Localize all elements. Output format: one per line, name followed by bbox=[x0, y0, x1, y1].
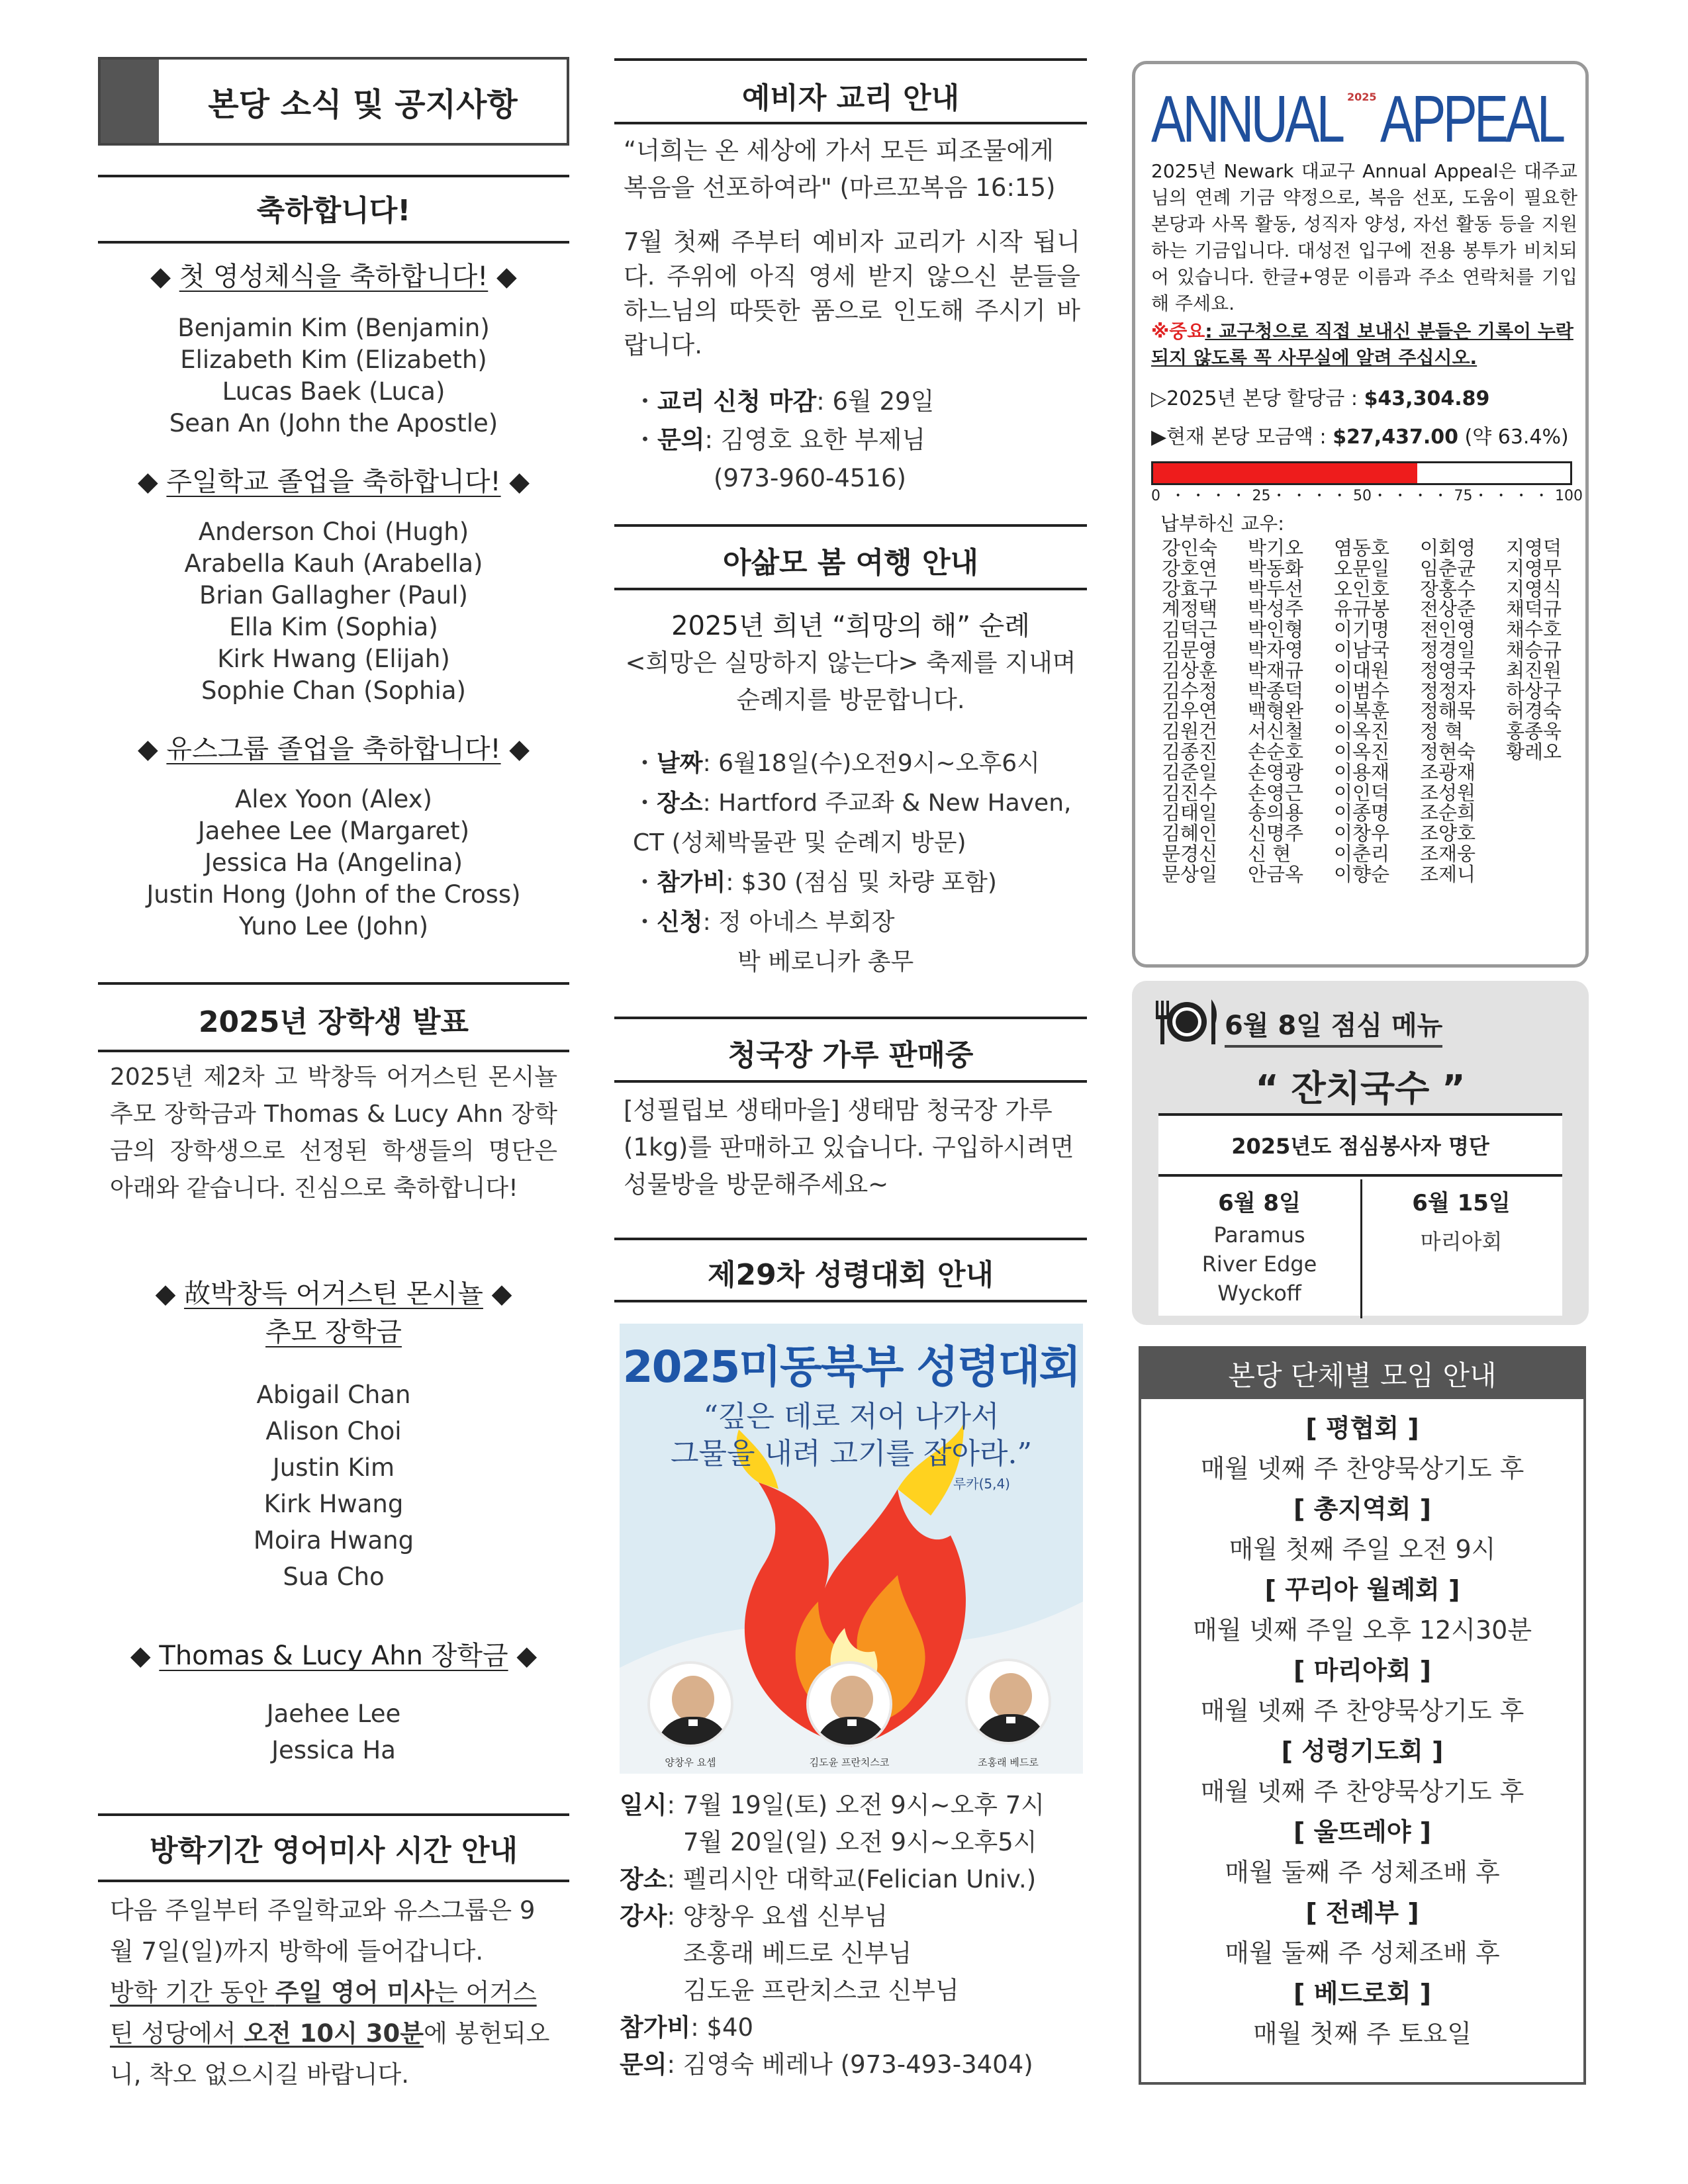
goal-value: $43,304.89 bbox=[1364, 387, 1490, 410]
donor-name: 박종덕 bbox=[1248, 679, 1304, 702]
group-schedule: 매월 첫째 주 토요일 bbox=[1253, 2019, 1472, 2048]
donor-name: 이대원 bbox=[1334, 659, 1390, 682]
list-item: Justin Kim bbox=[272, 1453, 395, 1482]
group-name: [ 베드로회 ] bbox=[1293, 1979, 1432, 2008]
trip-details bbox=[621, 744, 1084, 982]
list-item: Yuno Lee (John) bbox=[238, 912, 429, 940]
trip-fee-row: ・참가비: $30 (점심 및 차량 포함) bbox=[633, 869, 997, 896]
progress-fill bbox=[1153, 463, 1417, 483]
scale-dot: • bbox=[1438, 490, 1444, 501]
donor-name: 박성주 bbox=[1248, 598, 1304, 621]
annual-appeal-box bbox=[1132, 61, 1589, 968]
donor-name: 계정택 bbox=[1162, 598, 1218, 621]
divider bbox=[98, 1050, 569, 1052]
donor-list bbox=[1162, 538, 1592, 885]
list-item: Alison Choi bbox=[265, 1417, 402, 1445]
trip-date-label: 날짜 bbox=[657, 750, 703, 777]
volunteer-group: River Edge bbox=[1201, 1251, 1317, 1277]
diamond-icon: ◆ bbox=[516, 1641, 538, 1671]
list-item: Sua Cho bbox=[283, 1563, 385, 1591]
scale-dot: • bbox=[1175, 490, 1181, 501]
donor-name: 박인형 bbox=[1248, 618, 1304, 641]
donor-name: 이인덕 bbox=[1334, 781, 1390, 804]
trip-subtitle: 2025년 희년 “희망의 해” 순례 bbox=[671, 611, 1030, 641]
conference-speakers-value-3: 김도윤 프란치스코 신부님 bbox=[683, 1976, 959, 2005]
scale-dot: • bbox=[1296, 490, 1302, 501]
donor-name: 손영광 bbox=[1248, 760, 1304, 784]
donor-name: 지영식 bbox=[1506, 577, 1562, 600]
conference-speakers-value-2: 조홍래 베드로 신부님 bbox=[683, 1939, 912, 1968]
donors-label: 납부하신 교우: bbox=[1160, 512, 1285, 535]
volunteer-group: Wyckoff bbox=[1217, 1281, 1301, 1306]
donor-name: 지영무 bbox=[1506, 557, 1562, 580]
donor-name: 정영국 bbox=[1420, 659, 1476, 682]
donor-name: 이창우 bbox=[1334, 822, 1390, 845]
conference-details bbox=[620, 1787, 1087, 2083]
scale-dot: • bbox=[1317, 490, 1323, 501]
trip-date-row: ・날짜: 6월18일(수)오전9시~오후6시 bbox=[633, 750, 1040, 777]
youth-group-heading bbox=[98, 728, 569, 766]
divider bbox=[98, 241, 569, 244]
raised-row bbox=[1151, 420, 1569, 449]
donor-name: 이향순 bbox=[1334, 862, 1390, 886]
donor-name: 강효구 bbox=[1162, 577, 1218, 600]
diamond-icon: ◆ bbox=[130, 1641, 151, 1671]
catechumen-details bbox=[633, 383, 1083, 498]
donor-name: 김문영 bbox=[1162, 638, 1218, 661]
conference-date-value-2: 7월 20일(일) 오전 9시~오후5시 bbox=[683, 1828, 1037, 1856]
trip-apply-value: : 정 아네스 부회장 bbox=[702, 909, 895, 936]
english-mass-text bbox=[110, 1890, 557, 2095]
donor-name: 신명주 bbox=[1248, 822, 1304, 845]
donor-name: 이회영 bbox=[1420, 537, 1476, 559]
donor-name: 이옥진 bbox=[1334, 720, 1390, 743]
catechumen-title: 예비자 교리 안내 bbox=[741, 81, 960, 115]
donor-name: 김원건 bbox=[1162, 720, 1218, 743]
conference-contact-label: 문의 bbox=[620, 2050, 667, 2079]
trip-description: <희망은 실망하지 않는다> 축제를 지내며 순례지를 방문합니다. bbox=[625, 649, 1076, 714]
english-mass-title: 방학기간 영어미사 시간 안내 bbox=[149, 1834, 518, 1868]
congrats-title: 축하합니다! bbox=[256, 194, 411, 228]
donor-name: 김혜인 bbox=[1162, 822, 1218, 845]
list-item: Kirk Hwang bbox=[263, 1490, 404, 1518]
important-label: ※중요 bbox=[1151, 320, 1205, 342]
list-item: Elizabeth Kim (Elizabeth) bbox=[180, 345, 487, 374]
group-schedule: 매월 둘째 주 성체조배 후 bbox=[1225, 1938, 1500, 1968]
divider bbox=[614, 588, 1087, 590]
donor-name: 박동화 bbox=[1248, 557, 1304, 580]
youth-group-title: 유스그룹 졸업을 축하합니다! bbox=[166, 734, 501, 764]
raised-percent: (약 63.4%) bbox=[1458, 426, 1569, 449]
text-run: 오전 10시 30분 bbox=[244, 2019, 424, 2048]
donor-name: 김진수 bbox=[1162, 781, 1218, 804]
sunday-school-title: 주일학교 졸업을 축하합니다! bbox=[166, 467, 501, 497]
scale-dot: • bbox=[1196, 490, 1201, 501]
donor-name: 정경일 bbox=[1420, 638, 1476, 661]
english-mass-paragraph bbox=[110, 1972, 557, 2095]
conference-date-row bbox=[620, 1787, 1087, 1824]
first-communion-heading bbox=[98, 255, 569, 293]
youth-group-list bbox=[98, 784, 569, 942]
trip-place-label: 장소 bbox=[657, 790, 703, 817]
scale-dot: • bbox=[1538, 490, 1544, 501]
scale-dot: • bbox=[1519, 490, 1524, 501]
scale-label: 50 bbox=[1353, 488, 1372, 504]
raised-label: ▶현재 본당 모금액 : bbox=[1151, 426, 1333, 449]
first-communion-title: 첫 영성체식을 축하합니다! bbox=[179, 261, 489, 292]
list-item: Alex Yoon (Alex) bbox=[234, 785, 432, 813]
list-item: Lucas Baek (Luca) bbox=[222, 377, 445, 406]
donor-name: 김태일 bbox=[1162, 801, 1218, 825]
poster-title: 2025미동북부 성령대회 bbox=[622, 1342, 1080, 1392]
list-item: Kirk Hwang (Elijah) bbox=[217, 645, 450, 673]
important-text: : 교구청으로 직접 보내신 분들은 기록이 누락되지 않도록 꼭 사무실에 알려 주십시오. bbox=[1151, 320, 1573, 369]
contact-label: 문의 bbox=[657, 426, 705, 454]
logo-year: 2025 bbox=[1347, 91, 1377, 103]
donor-name: 박두선 bbox=[1248, 577, 1304, 600]
list-item: Sophie Chan (Sophia) bbox=[201, 676, 466, 705]
donor-column bbox=[1334, 538, 1420, 885]
donor-name: 김종진 bbox=[1162, 740, 1218, 763]
main-title-box bbox=[98, 57, 569, 146]
donor-name: 이복훈 bbox=[1334, 700, 1390, 723]
donor-name: 이종명 bbox=[1334, 801, 1390, 825]
donor-name: 김우연 bbox=[1162, 700, 1218, 723]
list-item: Brian Gallagher (Paul) bbox=[199, 581, 468, 610]
group-name: [ 울뜨레야 ] bbox=[1293, 1817, 1432, 1846]
text-run: 주일 영어 미사 bbox=[275, 1978, 434, 2007]
poster-quote-line2: 그물을 내려 고기를 잡아라.” bbox=[671, 1437, 1032, 1471]
conference-place-label: 장소 bbox=[620, 1865, 667, 1893]
scale-dot: • bbox=[1417, 490, 1423, 501]
donor-column bbox=[1248, 538, 1334, 885]
donor-name: 송의용 bbox=[1248, 801, 1304, 825]
scale-dot: • bbox=[1336, 490, 1342, 501]
memorial-scholarship-heading bbox=[98, 1275, 569, 1351]
first-communion-list bbox=[98, 312, 569, 439]
divider bbox=[614, 1080, 1087, 1083]
contact-value: : 김영호 요한 부제님 bbox=[704, 426, 926, 454]
donor-name: 조양호 bbox=[1420, 822, 1476, 845]
donor-name: 오문일 bbox=[1334, 557, 1390, 580]
conference-fee-value: : $40 bbox=[690, 2013, 754, 2042]
progress-bar bbox=[1151, 461, 1572, 485]
memorial-scholarship-title: 故박창득 어거스틴 몬시뇰 bbox=[184, 1279, 483, 1309]
memorial-scholarship-subtitle: 추모 장학금 bbox=[265, 1317, 402, 1347]
lunch-volunteer-table bbox=[1158, 1113, 1562, 1316]
list-item: Sean An (John the Apostle) bbox=[169, 409, 498, 437]
donor-name: 서신철 bbox=[1248, 720, 1304, 743]
divider bbox=[98, 1880, 569, 1882]
contact-phone: (973-960-4516) bbox=[714, 464, 906, 492]
donor-name: 임춘균 bbox=[1420, 557, 1476, 580]
page-title: 본당 소식 및 공지사항 bbox=[208, 85, 518, 123]
appeal-important-note bbox=[1151, 318, 1577, 371]
contact-row: ・문의: 김영호 요한 부제님 bbox=[633, 426, 926, 454]
group-name: [ 평협회 ] bbox=[1305, 1414, 1419, 1443]
donor-name: 박기오 bbox=[1248, 537, 1304, 559]
conference-fee-label: 참가비 bbox=[620, 2013, 691, 2042]
donor-column bbox=[1506, 538, 1592, 885]
group-name: [ 꾸리아 월례회 ] bbox=[1264, 1575, 1460, 1604]
lunch-title: 6월 8일 점심 메뉴 bbox=[1225, 1005, 1442, 1048]
donor-name: 이범수 bbox=[1334, 679, 1390, 702]
donor-name: 조제니 bbox=[1420, 862, 1476, 886]
donor-column bbox=[1420, 538, 1506, 885]
donor-name: 채승규 bbox=[1506, 638, 1562, 661]
poster-reference: 루카(5,4) bbox=[953, 1476, 1010, 1492]
scale-dot: • bbox=[1236, 490, 1242, 501]
conference-contact-row bbox=[620, 2046, 1087, 2083]
group-schedule: 매월 넷째 주 찬양묵상기도 후 bbox=[1200, 1454, 1524, 1483]
powder-title: 청국장 가루 판매중 bbox=[727, 1038, 974, 1072]
donor-name: 하상구 bbox=[1506, 679, 1562, 702]
diamond-icon: ◆ bbox=[150, 261, 171, 292]
trip-apply-value-2: 박 베로니카 총무 bbox=[737, 948, 914, 976]
ahn-scholarship-title: Thomas & Lucy Ahn 장학금 bbox=[159, 1641, 508, 1671]
donor-name: 정 혁 bbox=[1420, 720, 1464, 743]
list-item: Arabella Kauh (Arabella) bbox=[184, 549, 483, 578]
volunteer-group: 마리아회 bbox=[1420, 1229, 1503, 1254]
divider bbox=[98, 982, 569, 985]
deadline-value: : 6월 29일 bbox=[816, 387, 935, 416]
diamond-icon: ◆ bbox=[155, 1279, 176, 1309]
volunteer-date: 6월 15일 bbox=[1412, 1190, 1511, 1216]
donor-name: 김준일 bbox=[1162, 760, 1218, 784]
scale-dot: • bbox=[1377, 490, 1383, 501]
donor-name: 오인호 bbox=[1334, 577, 1390, 600]
group-name: [ 마리아회 ] bbox=[1293, 1656, 1432, 1685]
memorial-scholarship-list bbox=[98, 1377, 569, 1595]
list-item: Abigail Chan bbox=[256, 1381, 411, 1409]
divider bbox=[98, 175, 569, 177]
donor-name: 홍종욱 bbox=[1506, 720, 1562, 743]
volunteer-cell bbox=[1158, 1179, 1360, 1318]
conference-date-label: 일시 bbox=[620, 1791, 667, 1819]
donor-name: 정현숙 bbox=[1420, 740, 1476, 763]
donor-name: 백형완 bbox=[1248, 700, 1304, 723]
donor-name: 이기명 bbox=[1334, 618, 1390, 641]
donor-name: 김덕근 bbox=[1162, 618, 1218, 641]
conference-speakers-row bbox=[620, 1898, 1087, 1935]
donor-name: 손순호 bbox=[1248, 740, 1304, 763]
scale-label: 0 bbox=[1151, 488, 1160, 504]
poster-quote-line1: “깊은 데로 저어 나가서 bbox=[703, 1400, 1000, 1433]
donor-name: 문경신 bbox=[1162, 842, 1218, 865]
group-meetings-box bbox=[1139, 1346, 1586, 2085]
list-item: Justin Hong (John of the Cross) bbox=[146, 880, 521, 909]
sunday-school-list bbox=[98, 516, 569, 707]
scale-dot: • bbox=[1498, 490, 1504, 501]
title-accent-bar bbox=[101, 60, 159, 143]
diamond-icon: ◆ bbox=[509, 734, 530, 764]
speaker-photo bbox=[806, 1661, 892, 1747]
speaker-name: 양창우 요셉 bbox=[665, 1756, 716, 1768]
divider bbox=[614, 1300, 1087, 1302]
donor-name: 조광재 bbox=[1420, 760, 1476, 784]
donor-name: 이용재 bbox=[1334, 760, 1390, 784]
divider bbox=[614, 524, 1087, 527]
appeal-description: 2025년 Newark 대교구 Annual Appeal은 대주교님의 연례 기금 약정으로, 복음 선포, 도움이 필요한 본당과 사목 활동, 성직자 양성, 자선 활동 등을 지원하는 기금입니다. 대성전 입구에 전용 봉투가 비치되어 있습니다. 한글+영문 이름과 주소 연락처를 기입해 주세요. bbox=[1151, 160, 1577, 314]
catechumen-quote: “너희는 온 세상에 가서 모든 피조물에게 복음을 선포하여라" (마르꼬복음 16:15) bbox=[624, 136, 1056, 202]
trip-title: 아삶모 봄 여행 안내 bbox=[723, 546, 978, 580]
donor-name: 박재규 bbox=[1248, 659, 1304, 682]
divider bbox=[614, 122, 1087, 124]
donor-name: 장홍수 bbox=[1420, 577, 1476, 600]
donor-name: 이춘리 bbox=[1334, 842, 1390, 865]
sunday-school-heading bbox=[98, 461, 569, 498]
speaker-photo bbox=[647, 1661, 733, 1747]
volunteer-date: 6월 8일 bbox=[1218, 1190, 1301, 1216]
donor-name: 강인숙 bbox=[1162, 537, 1218, 559]
volunteer-cell bbox=[1360, 1179, 1562, 1318]
logo-word-annual: ANNUAL bbox=[1151, 82, 1342, 156]
conference-place-row bbox=[620, 1861, 1087, 1898]
group-name: [ 전례부 ] bbox=[1305, 1898, 1419, 1927]
donor-name: 안금옥 bbox=[1248, 862, 1304, 886]
scale-dot: • bbox=[1215, 490, 1221, 501]
scholarship-title: 2025년 장학생 발표 bbox=[198, 1005, 469, 1039]
group-name: [ 성령기도회 ] bbox=[1281, 1737, 1444, 1766]
list-item: Anderson Choi (Hugh) bbox=[198, 518, 469, 546]
speaker-name: 김도윤 프란치스코 bbox=[809, 1756, 890, 1768]
list-item: Jessica Ha (Angelina) bbox=[204, 848, 463, 877]
divider bbox=[98, 1813, 569, 1816]
plate-cutlery-icon bbox=[1150, 995, 1223, 1048]
diamond-icon: ◆ bbox=[496, 261, 517, 292]
goal-label: ▷2025년 본당 할당금 : bbox=[1151, 387, 1364, 410]
donor-column bbox=[1162, 538, 1248, 885]
group-schedule: 매월 넷째 주일 오후 12시30분 bbox=[1192, 1615, 1532, 1645]
speaker-name: 조홍래 베드로 bbox=[978, 1756, 1039, 1768]
catechumen-text: 7월 첫째 주부터 예비자 교리가 시작 됩니다. 주위에 아직 영세 받지 않으신 분들을 하느님의 따뜻한 품으로 인도해 주시기 바랍니다. bbox=[624, 228, 1080, 359]
powder-text: [성필립보 생태마을] 생태맘 청국장 가루(1kg)를 판매하고 있습니다. 구입하시려면 성물방을 방문해주세요~ bbox=[624, 1096, 1074, 1199]
text-run: 는 어거스틴 성당에서 bbox=[110, 1978, 537, 2048]
list-item: Moira Hwang bbox=[253, 1526, 414, 1555]
donor-name: 황레오 bbox=[1506, 740, 1562, 763]
scholarship-text: 2025년 제2차 고 박창득 어거스틴 몬시뇰 추모 장학금과 Thomas & Lucy Ahn 장학금의 장학생으로 선정된 학생들의 명단은 아래와 같습니다. 진심으로 축하합니다! bbox=[110, 1064, 557, 1202]
group-name: [ 총지역회 ] bbox=[1293, 1494, 1432, 1524]
donor-name: 염동호 bbox=[1334, 537, 1390, 559]
list-item: Jaehee Lee bbox=[266, 1700, 401, 1728]
conference-speakers-value: : 양창우 요셉 신부님 bbox=[667, 1902, 888, 1931]
diamond-icon: ◆ bbox=[137, 734, 158, 764]
divider bbox=[614, 1017, 1087, 1019]
donor-name: 채수호 bbox=[1506, 618, 1562, 641]
donor-name: 이옥진 bbox=[1334, 740, 1390, 763]
conference-title: 제29차 성령대회 안내 bbox=[708, 1258, 994, 1292]
donor-name: 조순희 bbox=[1420, 801, 1476, 825]
conference-speakers-label: 강사 bbox=[620, 1902, 667, 1931]
ahn-scholarship-list bbox=[98, 1696, 569, 1768]
donor-name: 정해묵 bbox=[1420, 700, 1476, 723]
conference-date-value: : 7월 19일(토) 오전 9시~오후 7시 bbox=[667, 1791, 1045, 1819]
donor-name: 손영근 bbox=[1248, 781, 1304, 804]
logo-word-appeal: APPEAL bbox=[1380, 82, 1563, 156]
goal-row bbox=[1151, 382, 1489, 411]
donor-name: 조성원 bbox=[1420, 781, 1476, 804]
volunteer-group: Paramus bbox=[1213, 1222, 1305, 1248]
scale-dot: • bbox=[1397, 490, 1403, 501]
group-schedule: 매월 둘째 주 성체조배 후 bbox=[1225, 1858, 1500, 1887]
donor-name: 신 현 bbox=[1248, 842, 1291, 865]
list-item: Jaehee Lee (Margaret) bbox=[197, 817, 470, 845]
list-item: Ella Kim (Sophia) bbox=[229, 613, 438, 641]
donor-name: 강호연 bbox=[1162, 557, 1218, 580]
deadline-label: 교리 신청 마감 bbox=[657, 387, 817, 416]
english-mass-paragraph: 다음 주일부터 주일학교와 유스그룹은 9월 7일(일)까지 방학에 들어갑니다. bbox=[110, 1896, 536, 1966]
conference-place-value: : 펠리시안 대학교(Felician Univ.) bbox=[667, 1865, 1037, 1893]
divider bbox=[614, 58, 1087, 61]
diamond-icon: ◆ bbox=[137, 467, 158, 497]
trip-apply-row: ・신청: 정 아네스 부회장 bbox=[633, 909, 895, 936]
raised-value: $27,437.00 bbox=[1333, 426, 1458, 449]
progress-scale bbox=[1151, 488, 1583, 508]
annual-appeal-logo bbox=[1151, 83, 1575, 156]
scale-label: 75 bbox=[1454, 488, 1473, 504]
donor-name: 박자영 bbox=[1248, 638, 1304, 661]
trip-place-value: : Hartford 주교좌 & New Haven, CT (성체박물관 및 순례지 방문) bbox=[633, 790, 1072, 856]
list-item: Jessica Ha bbox=[271, 1736, 396, 1764]
conference-poster bbox=[620, 1324, 1083, 1774]
volunteer-table-title: 2025년도 점심봉사자 명단 bbox=[1158, 1116, 1562, 1177]
speaker-photo bbox=[965, 1659, 1051, 1745]
donor-name: 김상훈 bbox=[1162, 659, 1218, 682]
scale-dot: • bbox=[1478, 490, 1484, 501]
group-schedule: 매월 첫째 주일 오전 9시 bbox=[1229, 1535, 1496, 1564]
conference-contact-value: : 김영숙 베레나 (973-493-3404) bbox=[667, 2050, 1033, 2079]
donor-name: 정정자 bbox=[1420, 679, 1476, 702]
donor-name: 지영덕 bbox=[1506, 537, 1562, 559]
scale-label: 25 bbox=[1252, 488, 1271, 504]
group-meetings-title: 본당 단체별 모임 안내 bbox=[1141, 1349, 1583, 1399]
lunch-menu-box bbox=[1132, 981, 1589, 1325]
list-item: Benjamin Kim (Benjamin) bbox=[177, 314, 490, 342]
donor-name: 전상준 bbox=[1420, 598, 1476, 621]
donor-name: 허경숙 bbox=[1506, 700, 1562, 723]
donor-name: 전인영 bbox=[1420, 618, 1476, 641]
text-run: 방학 기간 동안 bbox=[110, 1978, 275, 2007]
conference-fee-row bbox=[620, 2009, 1087, 2046]
scale-label: 100 bbox=[1555, 488, 1583, 504]
group-schedule: 매월 넷째 주 찬양묵상기도 후 bbox=[1200, 1696, 1524, 1725]
trip-fee-label: 참가비 bbox=[657, 869, 726, 896]
trip-place-row: ・장소: Hartford 주교좌 & New Haven, CT (성체박물관 및 순례지 방문) bbox=[633, 790, 1072, 856]
donor-name: 최진원 bbox=[1506, 659, 1562, 682]
diamond-icon: ◆ bbox=[509, 467, 530, 497]
group-schedule: 매월 넷째 주 찬양묵상기도 후 bbox=[1200, 1777, 1524, 1806]
trip-date-value: : 6월18일(수)오전9시~오후6시 bbox=[702, 750, 1040, 777]
deadline-row: ・교리 신청 마감: 6월 29일 bbox=[633, 387, 935, 416]
donor-name: 조재웅 bbox=[1420, 842, 1476, 865]
divider bbox=[614, 1238, 1087, 1240]
donor-name: 김수정 bbox=[1162, 679, 1218, 702]
diamond-icon: ◆ bbox=[491, 1279, 512, 1309]
group-meetings-list bbox=[1141, 1408, 1583, 2054]
donor-name: 유규봉 bbox=[1334, 598, 1390, 621]
scale-dot: • bbox=[1276, 490, 1282, 501]
trip-apply-label: 신청 bbox=[657, 909, 703, 936]
donor-name: 이남국 bbox=[1334, 638, 1390, 661]
donor-name: 채덕규 bbox=[1506, 598, 1562, 621]
text-run: 에 봉헌되오니, 착오 없으시길 바랍니다. bbox=[110, 2019, 550, 2089]
trip-fee-value: : $30 (점심 및 차량 포함) bbox=[726, 869, 997, 896]
ahn-scholarship-heading bbox=[98, 1635, 569, 1672]
lunch-menu-item: “ 잔치국수 ” bbox=[1255, 1068, 1466, 1109]
donor-name: 문상일 bbox=[1162, 862, 1218, 886]
